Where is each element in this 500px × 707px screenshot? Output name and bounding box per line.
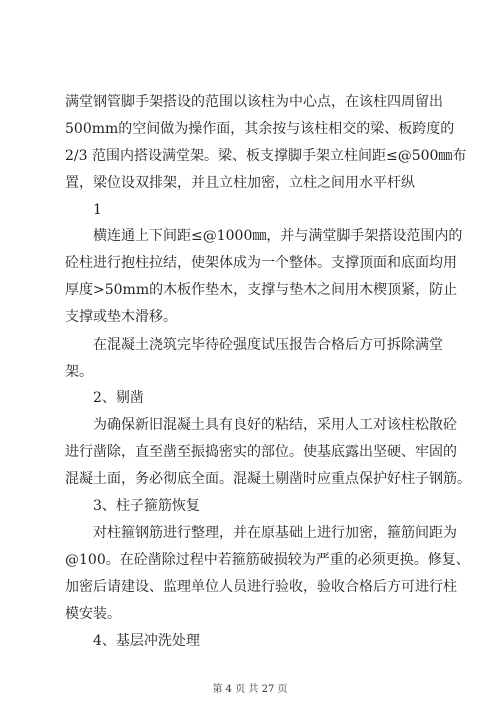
paragraph-line: 为确保新旧混凝土具有良好的粘结，采用人工对该柱松散砼 [93, 417, 457, 433]
paragraph-line: 对柱箍钢筋进行整理，并在原基础上进行加密，箍筋间距为 [93, 525, 457, 541]
paragraph-line: 在混凝土浇筑完毕待砼强度试压报告合格后方可拆除满堂 [93, 337, 443, 353]
paragraph-line: 500mm的空间做为操作面，其余按与该柱相交的梁、板跨度的 [65, 121, 455, 137]
page-break-number: 1 [93, 202, 102, 218]
paragraph-line: @100。在砼凿除过程中若箍筋破损较为严重的必须更换。修复、 [65, 552, 470, 568]
page-footer: 第 4 页 共 27 页 [212, 684, 288, 695]
paragraph-line: 横连通上下间距≤@1000㎜，并与满堂脚手架搭设范围内的 [93, 228, 463, 244]
section-heading: 2、剔凿 [93, 390, 144, 406]
paragraph-line: 置，梁位设双排架，并且立柱加密，立柱之间用水平杆纵 [65, 175, 415, 191]
section-heading: 3、柱子箍筋恢复 [93, 498, 200, 514]
paragraph-line: 进行凿除，直至凿至振捣密实的部位。使基底露出坚硬、牢固的 [65, 444, 457, 460]
paragraph-line: 砼柱进行抱柱拉结，使架体成为一个整体。支撑顶面和底面均用 [65, 255, 457, 271]
paragraph-line: 加密后请建设、监理单位人员进行验收，验收合格后方可进行柱 [65, 579, 457, 595]
paragraph-line: 厚度>50mm的木板作垫木，支撑与垫木之间用木楔顶紧，防止 [65, 282, 458, 298]
paragraph-line: 混凝土面，务必彻底全面。混凝土剔凿时应重点保护好柱子钢筋。 [65, 471, 471, 487]
paragraph-line: 满堂钢管脚手架搭设的范围以该柱为中心点，在该柱四周留出 [65, 94, 443, 110]
paragraph-line: 模安装。 [65, 606, 121, 622]
section-heading: 4、基层冲洗处理 [93, 633, 200, 649]
paragraph-line: 支撑或垫木滑移。 [65, 309, 177, 325]
paragraph-line: 2/3 范围内搭设满堂架。梁、板支撑脚手架立柱间距≤@500㎜布 [65, 148, 467, 164]
paragraph-line: 架。 [65, 364, 93, 380]
